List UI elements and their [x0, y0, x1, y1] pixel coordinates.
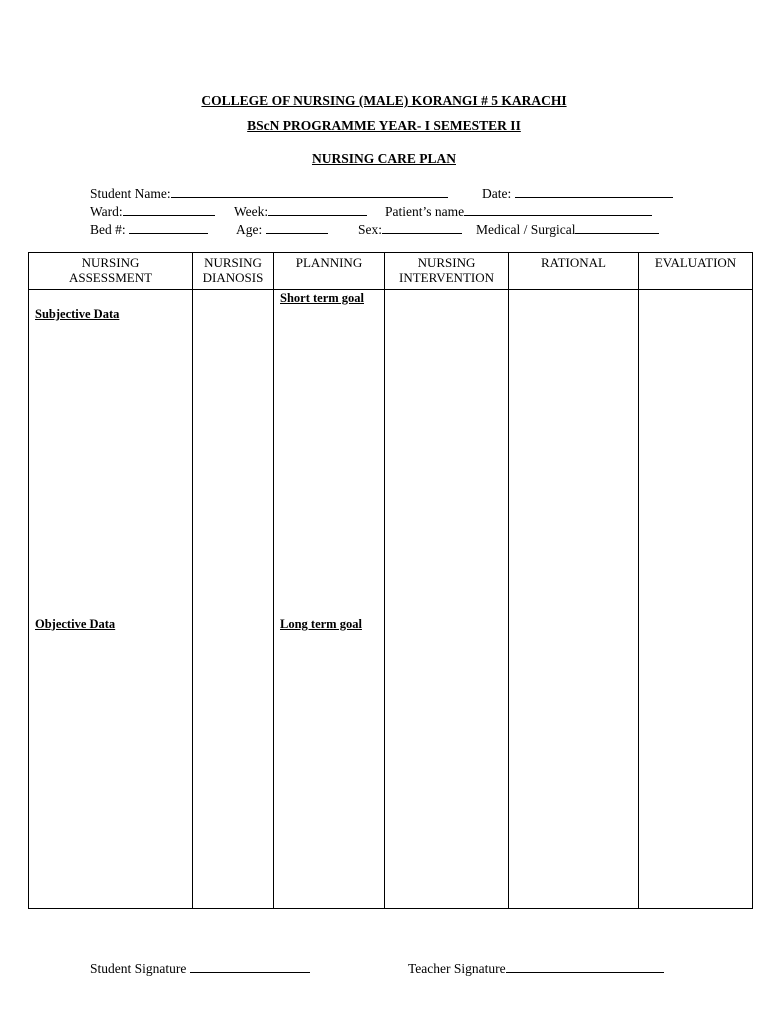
student-info-row-1: [90, 185, 448, 202]
col-header-intervention-line-2: INTERVENTION: [399, 270, 494, 285]
col-header-assessment: [29, 253, 193, 290]
medical-surgical-label: Medical / Surgical: [476, 222, 576, 237]
institution-title: COLLEGE OF NURSING (MALE) KORANGI # 5 KARACHI: [201, 93, 567, 108]
col-header-assessment-line-1: NURSING: [81, 255, 140, 270]
date-label: Date:: [482, 186, 512, 201]
student-name-label: Student Name:: [90, 186, 171, 201]
rational-cell[interactable]: [509, 290, 639, 909]
medical-surgical-field[interactable]: [575, 221, 659, 234]
date-field[interactable]: [515, 185, 673, 198]
col-header-evaluation-line-1: EVALUATION: [654, 255, 737, 270]
col-header-assessment-line-2: ASSESSMENT: [68, 270, 153, 285]
week-label: Week:: [234, 204, 269, 219]
col-header-rational-line-1: RATIONAL: [541, 255, 606, 270]
sex-field[interactable]: [382, 221, 462, 234]
col-header-planning-line-1: PLANNING: [295, 255, 363, 270]
teacher-signature-row: [408, 960, 664, 977]
col-header-diagnosis: [193, 253, 274, 290]
patient-name-field[interactable]: [464, 203, 652, 216]
week-row: [234, 203, 367, 220]
col-header-evaluation: [639, 253, 753, 290]
care-plan-table: [28, 252, 753, 909]
teacher-signature-label: Teacher Signature: [408, 961, 506, 976]
col-header-diagnosis-line-1: NURSING: [204, 255, 262, 270]
sex-label: Sex:: [358, 222, 383, 237]
patient-name-label: Patient’s name: [385, 204, 465, 219]
age-row: [236, 221, 328, 238]
ward-label: Ward:: [90, 204, 123, 219]
long-term-goal-label: Long term goal: [280, 617, 362, 631]
student-signature-label: Student Signature: [90, 961, 187, 976]
student-signature-row: [90, 960, 310, 977]
student-signature-field[interactable]: [190, 960, 310, 973]
student-name-field[interactable]: [171, 185, 448, 198]
week-field[interactable]: [268, 203, 367, 216]
diagnosis-cell[interactable]: [193, 290, 274, 909]
programme-title: BScN PROGRAMME YEAR- I SEMESTER II: [247, 118, 521, 133]
age-field[interactable]: [266, 221, 328, 234]
age-label: Age:: [236, 222, 263, 237]
col-header-diagnosis-line-2: DIANOSIS: [202, 270, 264, 285]
teacher-signature-field[interactable]: [506, 960, 664, 973]
col-header-planning: [274, 253, 385, 290]
intervention-cell[interactable]: [385, 290, 509, 909]
student-info-row-3: [90, 221, 208, 238]
ward-field[interactable]: [123, 203, 215, 216]
planning-cell[interactable]: [274, 290, 385, 909]
bed-field[interactable]: [129, 221, 208, 234]
objective-data-label: Objective Data: [35, 617, 116, 631]
col-header-intervention: [385, 253, 509, 290]
assessment-cell[interactable]: [29, 290, 193, 909]
document-title: NURSING CARE PLAN: [311, 151, 456, 166]
patient-name-row: [385, 203, 652, 220]
evaluation-cell[interactable]: [639, 290, 753, 909]
student-info-row-2: [90, 203, 215, 220]
date-row: [482, 185, 673, 202]
bed-label: Bed #:: [90, 222, 126, 237]
subjective-data-label: Subjective Data: [35, 307, 120, 321]
sex-row: [358, 221, 462, 238]
medical-surgical-row: [476, 221, 659, 238]
table-body-row: [29, 290, 753, 909]
col-header-rational: [509, 253, 639, 290]
short-term-goal-label: Short term goal: [280, 291, 365, 305]
table-header-row: [29, 253, 753, 290]
col-header-intervention-line-1: NURSING: [417, 255, 476, 270]
